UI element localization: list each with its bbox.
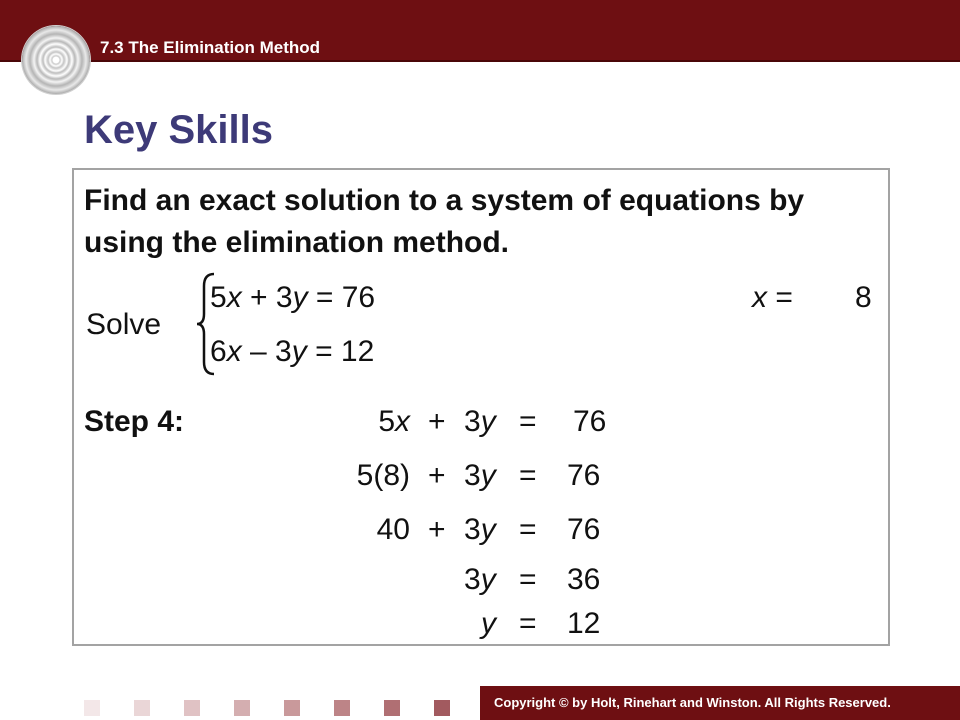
known-eq: = bbox=[767, 281, 793, 314]
step-2-eq: = bbox=[519, 459, 537, 492]
step-5-eq: = bbox=[519, 607, 537, 640]
eq2-op: – 3 bbox=[241, 335, 292, 368]
step-label: Step 4: bbox=[84, 405, 185, 438]
step-4-right: 36 bbox=[567, 563, 601, 596]
step-3-right: 76 bbox=[567, 513, 601, 546]
step-1-plus: + bbox=[428, 405, 446, 438]
decor-square bbox=[334, 700, 350, 716]
eq1-rhs: = 76 bbox=[307, 281, 376, 314]
step-1-right: 76 bbox=[573, 405, 607, 438]
step-2-right: 76 bbox=[567, 459, 601, 492]
step-1-term: 3y bbox=[464, 405, 496, 438]
intro-text: Find an exact solution to a system of equations by using the elimination method. bbox=[84, 184, 805, 259]
known-x bbox=[752, 281, 793, 315]
step-2-term: 3y bbox=[464, 459, 496, 492]
step-5-right: 12 bbox=[567, 607, 601, 640]
step-1-left: 5x bbox=[378, 405, 410, 438]
step-5-term: y bbox=[481, 607, 496, 640]
section-title: 7.3 The Elimination Method bbox=[100, 38, 321, 57]
eq1-var-x: x bbox=[226, 281, 242, 314]
step-1-eq: = bbox=[519, 405, 537, 438]
logo-disc-icon bbox=[22, 26, 90, 94]
step-4-term: 3y bbox=[464, 563, 496, 596]
slide-title: Key Skills bbox=[84, 108, 274, 152]
eq2-var-y: y bbox=[291, 335, 307, 368]
decor-square bbox=[234, 700, 250, 716]
eq2-var-x: x bbox=[226, 335, 242, 368]
equation-2 bbox=[210, 335, 374, 369]
step-3-left: 40 bbox=[376, 513, 410, 546]
known-var: x bbox=[752, 281, 767, 314]
step-2-plus: + bbox=[428, 459, 446, 492]
eq1-op: + 3 bbox=[241, 281, 293, 314]
solve-label: Solve bbox=[86, 308, 162, 341]
eq1-var-y: y bbox=[292, 281, 308, 314]
decor-square bbox=[184, 700, 200, 716]
footer-copyright: Copyright © by Holt, Rinehart and Winston. All Rights Reserved. bbox=[480, 686, 960, 720]
header-divider bbox=[0, 60, 960, 62]
decor-square bbox=[434, 700, 450, 716]
decor-square bbox=[384, 700, 400, 716]
eq2-coef-x: 6 bbox=[210, 335, 227, 368]
step-3-term: 3y bbox=[464, 513, 496, 546]
step-3-eq: = bbox=[519, 513, 537, 546]
eq1-coef-x: 5 bbox=[210, 281, 227, 314]
decor-square bbox=[284, 700, 300, 716]
decor-square bbox=[84, 700, 100, 716]
step-2-left: 5(8) bbox=[356, 459, 410, 492]
decor-square bbox=[134, 700, 150, 716]
step-3-plus: + bbox=[428, 513, 446, 546]
equation-1 bbox=[210, 281, 375, 315]
eq2-rhs: = 12 bbox=[306, 335, 375, 368]
known-value: 8 bbox=[855, 281, 872, 314]
step-4-eq: = bbox=[519, 563, 537, 596]
